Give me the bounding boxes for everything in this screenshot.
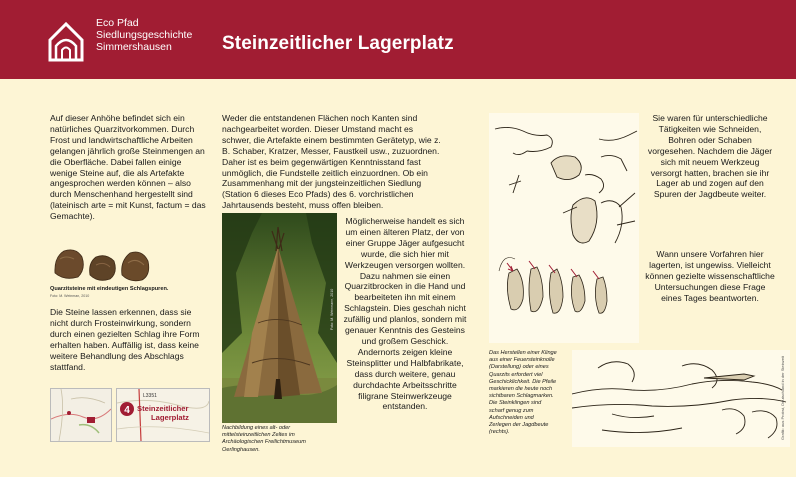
brand-line-1: Eco Pfad bbox=[96, 17, 139, 29]
hunters-paragraph: Möglicherweise handelt es sich um einen älteren Platz, der von einer Gruppe Jäger aufgesucht wurde, die sich hier mit Werkzeugen versorgen wollten. Dazu nahmen sie einen Quarzitbrocken in die Hand und bearbeiteten ihn mit einem Schlagstein. Dies geschah nicht zufällig und planlos, sondern mit genauer Kenntnis des Gesteins und großem Geschick. Andernorts zeigen kleine Steinsplitter und Halbfabrikate, dass durch weitere, genau durchdachte Arbeitsschritte filigrane Steinwerkzeuge entstanden. bbox=[343, 216, 467, 412]
blade-making-sketch bbox=[489, 113, 639, 343]
overview-map-small bbox=[50, 388, 112, 442]
stones-caption: Quarzitsteine mit eindeutigen Schlagspuren. bbox=[50, 286, 169, 292]
stones-credit: Foto: M. Weinman, 2010 bbox=[50, 294, 90, 298]
intro-paragraph: Auf dieser Anhöhe befindet sich ein natürliches Quarzitvorkommen. Durch Frost und landwirtschaftliche Arbeiten gelangen jährlich große Steinmengen an die Oberfläche. Dabei fallen einige wenige Steine auf, die als Artefakte angesprochen werden können – also durch Menschenhand hergestellt sind (lateinisch arte = mit Kunst, factum = das Gemachte). bbox=[50, 113, 206, 222]
brand-line-3: Simmershausen bbox=[96, 41, 172, 53]
quartzite-stones-photo bbox=[50, 235, 154, 285]
stone-age-tent-photo bbox=[222, 213, 337, 423]
map-station-number: 4 bbox=[124, 405, 130, 416]
location-map-detail bbox=[116, 388, 210, 442]
butchering-sketch-credit: Grafik: aus Probst, Deutschland in der Steinzeit bbox=[780, 355, 785, 440]
page-title: Steinzeitlicher Lagerplatz bbox=[222, 33, 454, 54]
butchering-sketch bbox=[572, 350, 790, 447]
map-label-line2: Lagerplatz bbox=[151, 413, 189, 422]
header-bar bbox=[0, 0, 796, 79]
tent-photo-credit: Foto: M. Weinmann, 2010 bbox=[330, 288, 334, 330]
brand-line-2: Siedlungsgeschichte bbox=[96, 29, 193, 41]
brand-text bbox=[96, 17, 192, 53]
blade-sketch-caption: Das Herstellen einer Klinge aus einer Feuersteinknolle (Darstellung) oder eines Quarzits erfordert viel Geschicklichkeit. Die Pfeile markieren die heute noch sichtbaren Schlagmarken. Die Steinklingen sind scharf genug zum Aufschneiden und Zerlegen der Jagdbeute (rechts). bbox=[489, 350, 557, 436]
tent-photo-caption: Nachbildung eines alt- oder mittelsteinzeitlichen Zeltes im Archäologischen Freilichtmuseum Oerlinghausen. bbox=[222, 425, 306, 453]
tools-paragraph: Sie waren für unterschiedliche Tätigkeiten wie Schneiden, Bohren oder Schaben vorgesehen. Nachdem die Jäger sich mit neuem Werkzeug versorgt hatten, brachen sie ihr Lager ab und zogen auf den Spuren der Jagdbeute weiter. bbox=[647, 113, 773, 200]
conclusion-paragraph: Wann unsere Vorfahren hier lagerten, ist ungewiss. Vielleicht können gezielte wissenschaftliche Untersuchungen diese Frage eines Tages beantworten. bbox=[645, 249, 775, 303]
stones-paragraph: Die Steine lassen erkennen, dass sie nicht durch Frosteinwirkung, sondern durch einen gezielten Schlag ihre Form erhalten haben. Auffällig ist, dass keine weitere Behandlung des Abschlags stattfand. bbox=[50, 307, 200, 372]
map-label-line1: Steinzeitlicher bbox=[137, 404, 189, 413]
house-logo-icon bbox=[47, 16, 85, 64]
map-road-label: L3351 bbox=[143, 393, 157, 399]
artefacts-paragraph: Weder die entstandenen Flächen noch Kanten sind nachgearbeitet worden. Dieser Umstand macht es schwer, die Artefakte einem bestimmten Gerätetyp, wie z. B. Schaber, Kratzer, Messer, Faustkeil usw., zuzuordnen. Daher ist es beim gegenwärtigen Kenntnisstand fast unmöglich, die Fundstelle zeitlich einzuordnen. Ob ein Zusammenhang mit der jungsteinzeitlichen Siedlung (Station 6 dieses Eco Pfads) des 6. vorchristlichen Jahrtausends besteht, muss offen bleiben. bbox=[222, 113, 441, 211]
